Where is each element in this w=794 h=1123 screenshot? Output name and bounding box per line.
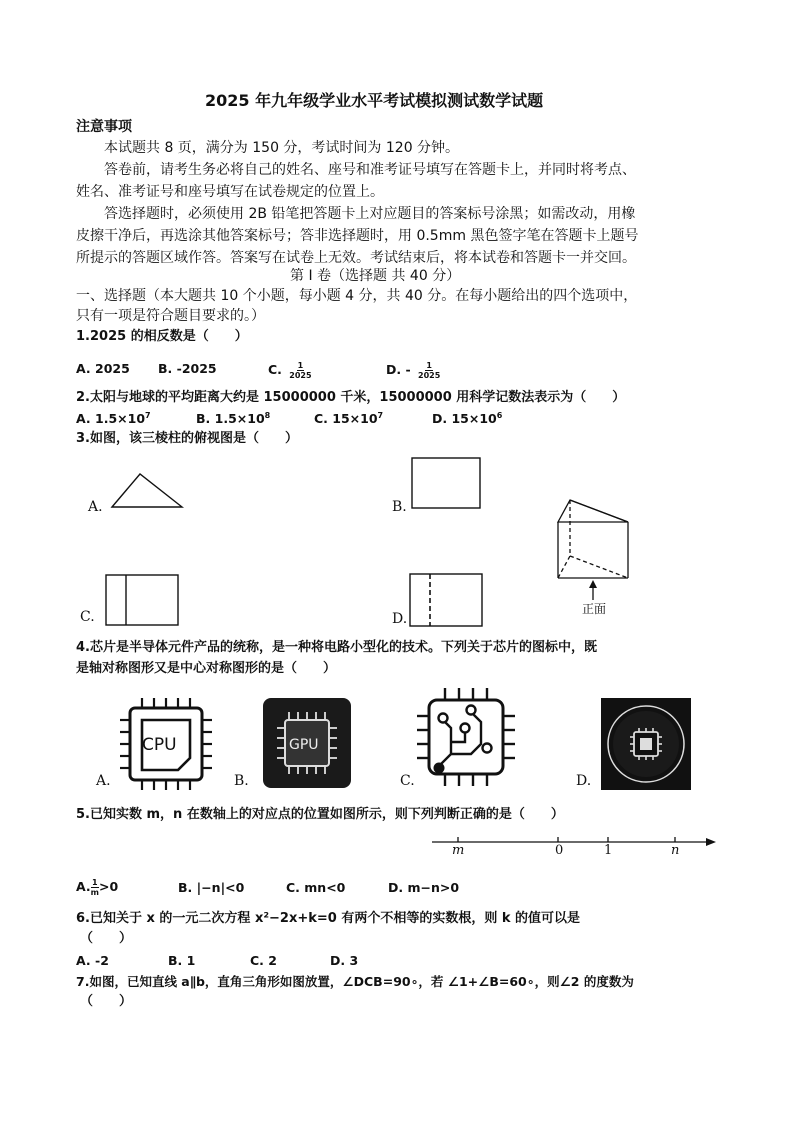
number-line-label-m: m [452,843,465,858]
rectangle-dashed-line-view-figure [408,572,488,632]
section-one-instructions-b: 只有一项是符合题目要求的。） [76,308,265,324]
option-label: A. [76,879,91,894]
number-line-label-0: 0 [555,843,564,858]
number-line-label-n: n [671,843,680,858]
notes-paragraph-3a: 答选择题时，必须使用 2B 铅笔把答题卡上对应题目的答案标号涂黑；如需改动，用橡 [104,206,636,222]
question-4-option-a: A. [96,773,111,789]
exam-title: 2025 年九年级学业水平考试模拟测试数学试题 [205,91,544,110]
option-text: D. 15×10 [432,411,497,427]
question-3-option-b: B. [392,499,407,515]
option-exponent: 7 [377,411,384,420]
question-6-option-d: D. 3 [330,953,359,968]
fraction-denominator: 2025 [418,371,441,380]
notes-paragraph-2b: 姓名、准考证号和座号填写在试卷规定的位置上。 [76,184,384,200]
front-view-label: 正面 [582,602,607,616]
triangle-top-view-figure [110,472,190,512]
question-2-option-d [432,411,502,426]
rectangle-solid-line-view-figure [104,573,184,633]
option-inequality: >0 [99,879,119,894]
question-6-stem-a: 6.已知关于 x 的一元二次方程 x²−2x+k=0 有两个不相等的实数根，则 k 的值可以是 [76,911,581,926]
question-4-option-c: C. [400,773,415,789]
question-1-option-c [268,361,312,380]
question-4-stem-a: 4.芯片是半导体元件产品的统称，是一种将电路小型化的技术。下列关于芯片的图标中，既 [76,640,597,655]
fraction-numerator: 1 [426,361,432,370]
option-text: B. 1.5×10 [196,411,265,427]
number-line-label-1: 1 [604,843,613,858]
question-2-option-b [196,411,270,426]
question-1-stem: 1.2025 的相反数是（ ） [76,329,248,344]
question-3-option-d: D. [392,611,408,627]
question-6-option-b: B. 1 [168,953,196,968]
rectangle-top-view-figure [410,456,485,512]
question-3-stem: 3.如图，该三棱柱的俯视图是（ ） [76,431,298,446]
question-2-option-c [314,411,383,426]
question-5-option-a [76,878,118,897]
gpu-label: GPU [289,737,319,753]
option-text: C. 15×10 [314,411,378,427]
question-5-option-b: B. |−n|<0 [178,880,245,895]
option-exponent: 8 [264,411,271,420]
question-1-option-d [386,361,440,380]
question-7-stem-b: （ ） [80,994,133,1009]
section-one-instructions-a: 一、选择题（本大题共 10 个小题，每小题 4 分，共 40 分。在每小题给出的四个选项中， [76,288,638,304]
round-chip-icon [601,698,691,790]
question-2-stem: 2.太阳与地球的平均距离大约是 15000000 千米，15000000 用科学记数法表示为（ ） [76,390,626,405]
fraction-denominator: m [90,888,99,897]
question-3-option-a: A. [88,499,103,515]
fraction-numerator: 1 [92,878,98,887]
question-7-stem-a: 7.如图，已知直线 a∥b，直角三角形如图放置，∠DCB=90∘，若 ∠1+∠B=60∘，则∠2 的度数为 [76,974,634,989]
question-4-stem-b: 是轴对称图形又是中心对称图形的是（ ） [76,661,337,676]
question-5-stem: 5.已知实数 m，n 在数轴上的对应点的位置如图所示，则下列判断正确的是（ ） [76,807,564,822]
option-exponent: 7 [145,411,151,420]
option-exponent: 6 [496,411,503,420]
question-1-option-d-fraction [418,361,440,380]
notes-paragraph-2a: 答卷前，请考生务必将自己的姓名、座号和准考证号填写在答题卡上，并同时将考点、 [104,162,636,178]
triangular-prism-figure [556,496,636,616]
option-fraction [91,878,99,897]
notes-heading: 注意事项 [76,119,132,135]
question-5-option-d: D. m−n>0 [388,880,460,895]
circuit-chip-icon [415,686,519,790]
question-2-option-a [76,411,151,426]
question-6-option-a: A. -2 [76,953,109,968]
question-4-option-b: B. [234,773,249,789]
question-1-option-c-label: C. [268,362,282,377]
part-one-heading: 第 Ⅰ 卷（选择题 共 40 分） [290,268,461,284]
question-5-option-c: C. mn<0 [286,880,346,895]
question-3-option-c: C. [80,609,95,625]
question-4-option-d: D. [576,773,592,789]
question-1-option-b: B. -2025 [158,361,217,376]
question-1-option-c-fraction [289,361,311,380]
fraction-denominator: 2025 [289,371,312,380]
notes-paragraph-1: 本试题共 8 页，满分为 150 分，考试时间为 120 分钟。 [104,140,460,156]
notes-paragraph-3c: 所提示的答题区域作答。答案写在试卷上无效。考试结束后，将本试卷和答题卡一并交回。 [76,250,636,266]
question-6-option-c: C. 2 [250,953,277,968]
question-1-option-d-label: D. - [386,362,411,377]
question-1-option-a: A. 2025 [76,361,130,376]
notes-paragraph-3b: 皮擦干净后，再选涂其他答案标号；答非选择题时，用 0.5mm 黑色签字笔在答题卡上题号 [76,228,639,244]
question-6-stem-b: （ ） [80,931,133,946]
fraction-numerator: 1 [297,361,304,370]
cpu-label: CPU [142,735,177,755]
option-text: A. 1.5×10 [76,411,146,427]
